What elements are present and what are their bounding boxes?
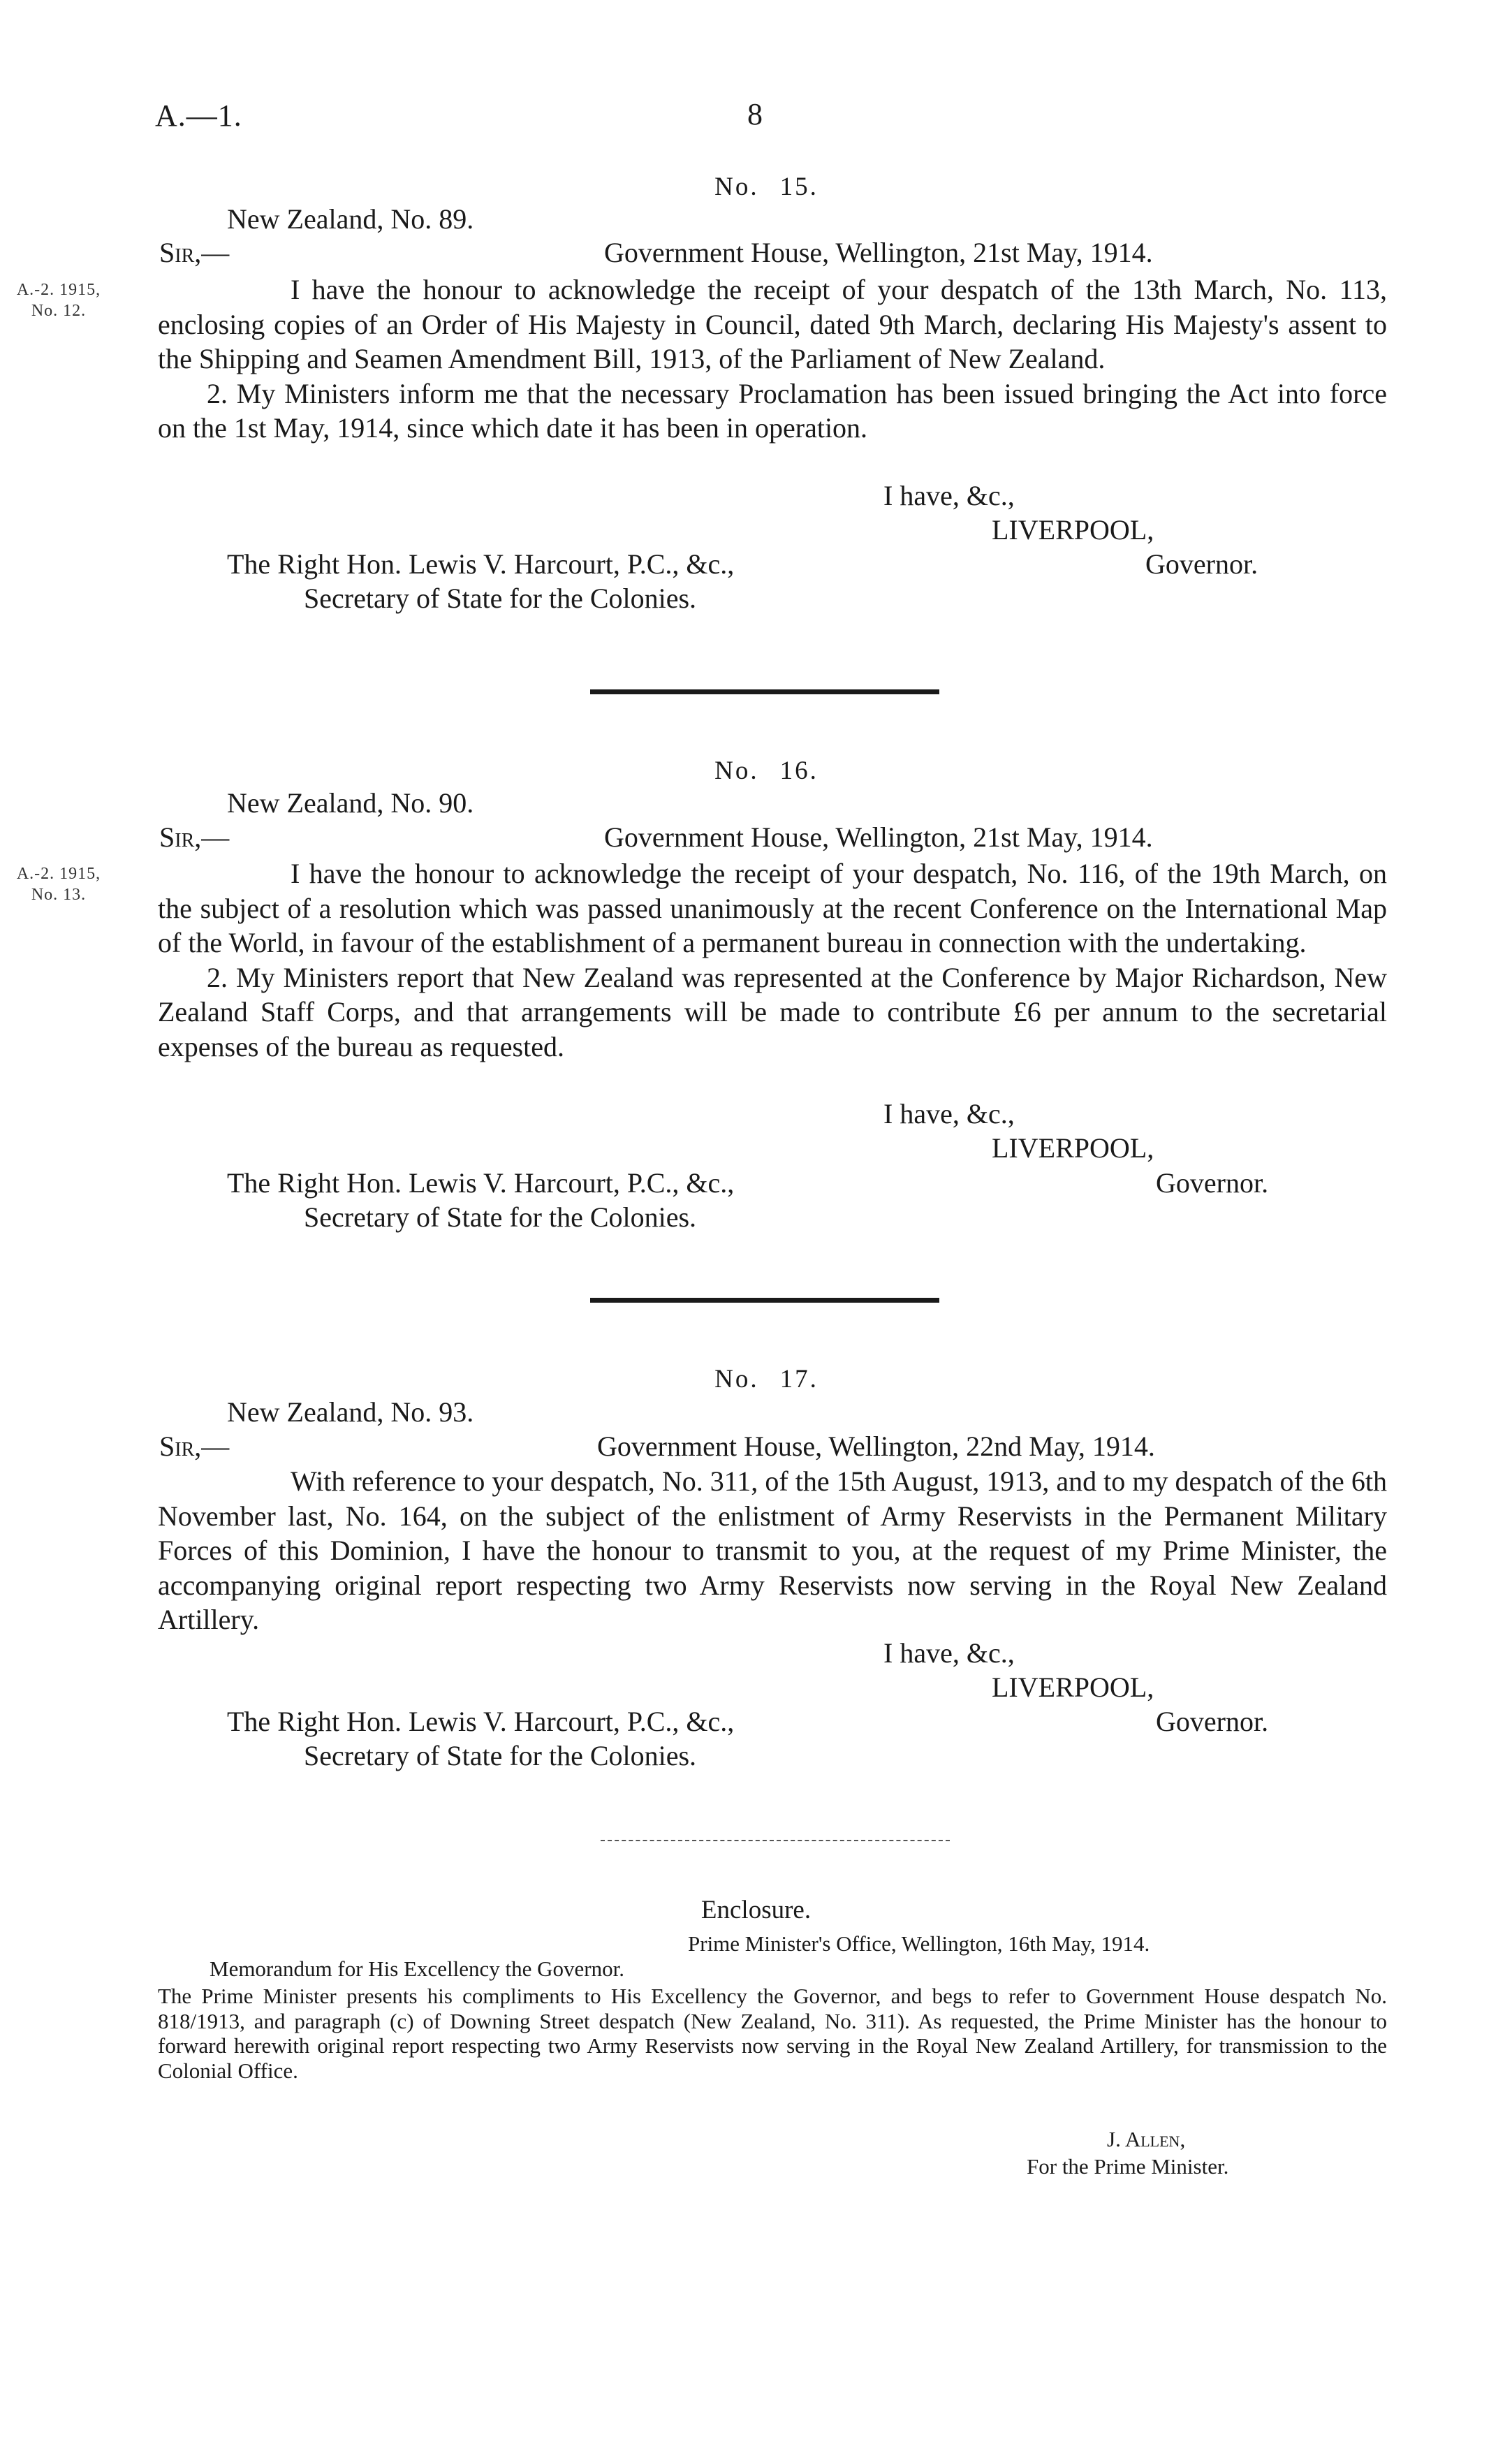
letter-16-salutation: Sir,— (159, 821, 230, 853)
enclosure-signature: J. Allen, (1107, 2127, 1186, 2151)
letter-17-paragraph-1: With reference to your despatch, No. 311, of the 15th August, 1913, and to my despatch of the 6th November last, No. 164, on the subject of the enlistment of Army Reservists in the Permanent Military Forces of this Dominion, I have the honour to transmit to you, at the request of my Prime Minister, the accompanying original report respecting two Army Reservists now serving in the Royal New Zealand Artillery. (158, 1465, 1387, 1635)
letter-15-place-date: Government House, Wellington, 21st May, 1914. (604, 237, 1153, 268)
letter-17-number (0, 1364, 1512, 1394)
margin-note-line: A.-2. 1915, (16, 281, 101, 299)
letter-17-signature: LIVERPOOL, (992, 1671, 1154, 1703)
enclosure-place-date: Prime Minister's Office, Wellington, 16th May, 1914. (688, 1931, 1150, 1956)
section-divider (590, 1298, 939, 1303)
enclosure-signature-role: For the Prime Minister. (1027, 2154, 1229, 2179)
enclosure-divider (601, 1840, 950, 1841)
letter-17-addressee-title: Secretary of State for the Colonies. (304, 1740, 697, 1771)
letter-15-addressee: The Right Hon. Lewis V. Harcourt, P.C., &c., (227, 548, 735, 580)
margin-note-line: A.-2. 1915, (16, 865, 101, 883)
letter-15-salutation: Sir,— (159, 237, 230, 268)
letter-15-margin-note (7, 279, 110, 321)
letter-17-role: Governor. (1156, 1706, 1269, 1737)
letter-number-label: No. (714, 756, 759, 785)
letter-number-value: 17. (779, 1365, 819, 1393)
enclosure-title: Enclosure. (700, 1896, 812, 1924)
letter-number-value: 16. (779, 756, 819, 785)
enclosure-memo: Memorandum for His Excellency the Governor. (210, 1956, 624, 1981)
letter-15-number (0, 172, 1512, 202)
letter-16-margin-note (7, 863, 110, 905)
letter-17-ref: New Zealand, No. 93. (227, 1396, 474, 1428)
letter-16-closing: I have, &c., (883, 1098, 1015, 1129)
margin-note-line: No. 13. (31, 886, 87, 904)
letter-15-ref: New Zealand, No. 89. (227, 203, 474, 235)
letter-15-addressee-title: Secretary of State for the Colonies. (304, 583, 697, 614)
letter-16-number (0, 756, 1512, 786)
letter-number-label: No. (714, 1365, 759, 1393)
letter-number-label: No. (714, 173, 759, 201)
letter-16-body (158, 856, 1387, 1064)
letter-16-paragraph-2: 2. My Ministers report that New Zealand was represented at the Conference by Major Richardson, New Zealand Staff Corps, and that arrangements will be made to contribute £6 per annum to the secretarial expenses of the bureau as requested. (158, 961, 1387, 1062)
letter-17-place-date: Government House, Wellington, 22nd May, 1914. (597, 1431, 1155, 1462)
letter-15-closing: I have, &c., (883, 480, 1015, 511)
letter-16-place-date: Government House, Wellington, 21st May, 1914. (604, 821, 1153, 853)
letter-16-ref: New Zealand, No. 90. (227, 787, 474, 819)
letter-17-salutation: Sir,— (159, 1431, 230, 1462)
letter-16-signature: LIVERPOOL, (992, 1132, 1154, 1164)
letter-number-value: 15. (779, 173, 819, 201)
letter-16-paragraph-1: I have the honour to acknowledge the receipt of your despatch, No. 116, of the 19th March, on the subject of a resolution which was passed unanimously at the recent Conference on the International Map of the World, in favour of the establishment of a permanent bureau in connection with the undertaking. (158, 858, 1387, 958)
letter-16-addressee: The Right Hon. Lewis V. Harcourt, P.C., &c., (227, 1167, 735, 1199)
series-label: A.—1. (155, 98, 242, 133)
page-number: 8 (747, 97, 763, 131)
letter-15-paragraph-2: 2. My Ministers inform me that the necessary Proclamation has been issued bringing the Act into force on the 1st May, 1914, since which date it has been in operation. (158, 377, 1387, 444)
letter-17-body (158, 1464, 1387, 1637)
letter-16-role: Governor. (1156, 1167, 1269, 1199)
letter-16-addressee-title: Secretary of State for the Colonies. (304, 1201, 697, 1233)
letter-15-signature: LIVERPOOL, (992, 514, 1154, 546)
section-divider (590, 689, 939, 694)
letter-17-closing: I have, &c., (883, 1637, 1015, 1669)
enclosure-body: The Prime Minister presents his compliments to His Excellency the Governor, and begs to refer to Government House despatch No. 818/1913, and paragraph (c) of Downing Street despatch (New Zealand, No. 311). As requested, the Prime Minister has the honour to forward herewith original report respecting two Army Reservists now serving in the Royal New Zealand Artillery, for transmission to the Colonial Office. (158, 1984, 1387, 2083)
letter-17-addressee: The Right Hon. Lewis V. Harcourt, P.C., &c., (227, 1706, 735, 1737)
letter-15-paragraph-1: I have the honour to acknowledge the receipt of your despatch of the 13th March, No. 113, enclosing copies of an Order of His Majesty in Council, dated 9th March, declaring His Majesty's assent to the Shipping and Seamen Amendment Bill, 1913, of the Parliament of New Zealand. (158, 274, 1387, 374)
margin-note-line: No. 12. (31, 302, 87, 320)
letter-15-role: Governor. (1145, 548, 1258, 580)
letter-15-body (158, 272, 1387, 446)
